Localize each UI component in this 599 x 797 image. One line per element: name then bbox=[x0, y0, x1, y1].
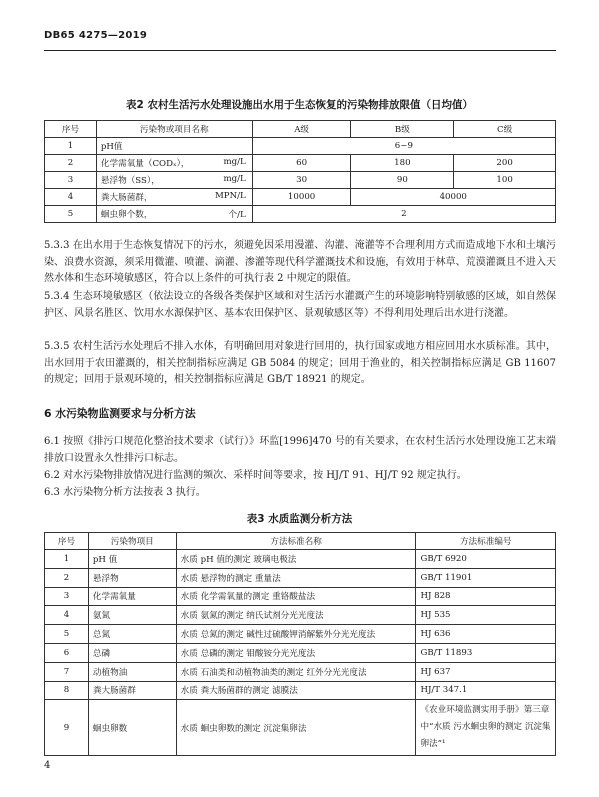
table2-header-cell: C级 bbox=[454, 121, 556, 138]
pollutant-item: 粪大肠菌群 bbox=[88, 681, 176, 700]
pollutant-item: 悬浮物 bbox=[88, 568, 176, 587]
limit-b: 180 bbox=[351, 155, 454, 172]
table-row bbox=[45, 550, 556, 569]
method-standard: HJ/T 347.1 bbox=[416, 681, 556, 700]
table3-header-cell: 方法标准名称 bbox=[176, 533, 416, 550]
table-row bbox=[45, 643, 556, 662]
table-row bbox=[45, 172, 556, 189]
table3-header-row bbox=[45, 533, 556, 550]
pollutant-unit: MPN/L bbox=[214, 191, 246, 201]
row-number: 5 bbox=[45, 625, 89, 644]
method-name: 水质 蛔虫卵数的测定 沉淀集卵法 bbox=[176, 700, 416, 756]
limit-value-merged: 6~9 bbox=[252, 138, 555, 155]
table3-header-cell: 方法标准编号 bbox=[416, 533, 556, 550]
method-name: 水质 粪大肠菌群的测定 滤膜法 bbox=[176, 681, 416, 700]
row-number: 7 bbox=[45, 662, 89, 681]
row-number: 4 bbox=[45, 189, 97, 206]
method-name: 水质 石油类和动植物油类的测定 红外分光光度法 bbox=[176, 662, 416, 681]
table3-header-cell: 序号 bbox=[45, 533, 89, 550]
row-number: 3 bbox=[45, 587, 89, 606]
row-number: 1 bbox=[45, 550, 89, 569]
table-row bbox=[45, 587, 556, 606]
pollutant-label: pH值 bbox=[100, 142, 123, 152]
row-number: 5 bbox=[45, 206, 97, 223]
table-row bbox=[45, 606, 556, 625]
table2-header-cell: 序号 bbox=[45, 121, 97, 138]
row-number: 9 bbox=[45, 700, 89, 756]
method-name: 水质 化学需氧量的测定 重铬酸盐法 bbox=[176, 587, 416, 606]
table-row bbox=[45, 700, 556, 756]
limit-c: 200 bbox=[454, 155, 556, 172]
section-6-heading: 6 水污染物监测要求与分析方法 bbox=[44, 407, 196, 420]
method-standard: HJ 828 bbox=[416, 587, 556, 606]
pollutant-name bbox=[96, 155, 252, 172]
table2 bbox=[44, 120, 556, 223]
pollutant-name bbox=[96, 206, 252, 223]
method-name: 水质 pH 值的测定 玻璃电极法 bbox=[176, 550, 416, 569]
limit-a: 30 bbox=[252, 172, 351, 189]
row-number: 2 bbox=[45, 155, 97, 172]
pollutant-item: 蛔虫卵数 bbox=[88, 700, 176, 756]
table-row bbox=[45, 155, 556, 172]
pollutant-name bbox=[96, 138, 252, 155]
header-rule bbox=[44, 50, 556, 51]
table2-caption: 表2 农村生活污水处理设施出水用于生态恢复的污染物排放限值（日均值） bbox=[126, 99, 473, 111]
table3-header-cell: 污染物项目 bbox=[88, 533, 176, 550]
method-name: 水质 总氮的测定 碱性过硫酸钾消解紫外分光光度法 bbox=[176, 625, 416, 644]
table3-caption: 表3 水质监测分析方法 bbox=[246, 513, 353, 525]
pollutant-item: 总磷 bbox=[88, 643, 176, 662]
method-standard: HJ 636 bbox=[416, 625, 556, 644]
method-standard: HJ 637 bbox=[416, 662, 556, 681]
method-standard: GB/T 11901 bbox=[416, 568, 556, 587]
table2-header-row bbox=[45, 121, 556, 138]
pollutant-label: 蛔虫卵个数， bbox=[100, 210, 153, 220]
pollutant-name bbox=[96, 189, 252, 206]
pollutant-unit: mg/L bbox=[223, 174, 246, 184]
row-number: 2 bbox=[45, 568, 89, 587]
pollutant-name bbox=[96, 172, 252, 189]
clause-5-3-4: 5.3.4 生态环境敏感区（依法设立的各级各类保护区域和对生活污水灌溉产生的环境影响特别敏感的区域，如自然保护区、风景名胜区、饮用水水源保护区、基本农田保护区、景观敏感区等）不得利用处理后出水进行浇灌。 bbox=[44, 291, 556, 319]
pollutant-item: 化学需氧量 bbox=[88, 587, 176, 606]
document-code: DB65 4275—2019 bbox=[44, 30, 148, 41]
method-standard: HJ 535 bbox=[416, 606, 556, 625]
table2-header-cell: 污染物或项目名称 bbox=[96, 121, 252, 138]
row-number: 4 bbox=[45, 606, 89, 625]
method-name: 水质 总磷的测定 钼酸铵分光光度法 bbox=[176, 643, 416, 662]
row-number: 1 bbox=[45, 138, 97, 155]
clause-5-3-5: 5.3.5 农村生活污水处理后不排入水体，有明确回用对象进行回用的，执行国家或地方相应回用水水质标准。其中，出水回用于农田灌溉的，相关控制指标应满足 GB 5084 的规定；回用于渔业的，相关控制指标应满足 GB 11607 的规定；回用于景观环境的，相关控制指标应满足 GB/T 18921 的规定。 bbox=[44, 341, 556, 386]
pollutant-label: 粪大肠菌群， bbox=[100, 193, 153, 203]
limit-value-merged: 2 bbox=[252, 206, 555, 223]
clause-6-3: 6.3 水污染物分析方法按表 3 执行。 bbox=[44, 487, 206, 498]
pollutant-item: pH 值 bbox=[88, 550, 176, 569]
limit-c: 100 bbox=[454, 172, 556, 189]
limit-a: 60 bbox=[252, 155, 351, 172]
pollutant-item: 总氮 bbox=[88, 625, 176, 644]
method-name: 水质 氨氮的测定 纳氏试剂分光光度法 bbox=[176, 606, 416, 625]
row-number: 3 bbox=[45, 172, 97, 189]
pollutant-item: 氨氮 bbox=[88, 606, 176, 625]
table-row bbox=[45, 189, 556, 206]
method-standard: GB/T 11893 bbox=[416, 643, 556, 662]
pollutant-label: 化学需氧量（CODₓ）， bbox=[100, 159, 190, 169]
limit-a: 10000 bbox=[252, 189, 351, 206]
table-row bbox=[45, 568, 556, 587]
clause-5-3-3: 5.3.3 在出水用于生态恢复情况下的污水，须避免因采用漫灌、沟灌、淹灌等不合理利用方式而造成地下水和土壤污染、浪费水资源，须采用微灌、喷灌、滴灌、渗灌等现代科学灌溉技术和设施，有效用于林草、荒漠灌溉且不进入天然水体和生态环境敏感区，符合以上条件的可执行表 2 中规定的限值。 bbox=[44, 240, 556, 285]
clause-6-2: 6.2 对水污染物排放情况进行监测的频次、采样时间等要求，按 HJ/T 91、HJ/T 92 规定执行。 bbox=[44, 470, 467, 481]
table-row bbox=[45, 625, 556, 644]
row-number: 8 bbox=[45, 681, 89, 700]
pollutant-unit: mg/L bbox=[223, 157, 246, 167]
limit-b: 90 bbox=[351, 172, 454, 189]
limit-bc-merged: 40000 bbox=[351, 189, 556, 206]
page-number: 4 bbox=[44, 760, 51, 771]
table2-header-cell: B级 bbox=[351, 121, 454, 138]
pollutant-unit: 个/L bbox=[228, 210, 246, 220]
table-row bbox=[45, 206, 556, 223]
pollutant-label: 悬浮物（SS）， bbox=[100, 176, 160, 186]
table-row bbox=[45, 138, 556, 155]
table-row bbox=[45, 662, 556, 681]
pollutant-item: 动植物油 bbox=[88, 662, 176, 681]
table3 bbox=[44, 532, 556, 756]
method-standard: GB/T 6920 bbox=[416, 550, 556, 569]
method-standard: 《农业环境监测实用手册》第三章中“水质 污水蛔虫卵的测定 沉淀集卵法”¹ bbox=[416, 700, 556, 756]
method-name: 水质 悬浮物的测定 重量法 bbox=[176, 568, 416, 587]
table2-header-cell: A级 bbox=[252, 121, 351, 138]
table-row bbox=[45, 681, 556, 700]
clause-6-1: 6.1 按照《排污口规范化整治技术要求（试行）》环监[1996]470 号的有关要求，在农村生活污水处理设施工艺末端排放口设置永久性排污口标志。 bbox=[44, 436, 556, 464]
row-number: 6 bbox=[45, 643, 89, 662]
